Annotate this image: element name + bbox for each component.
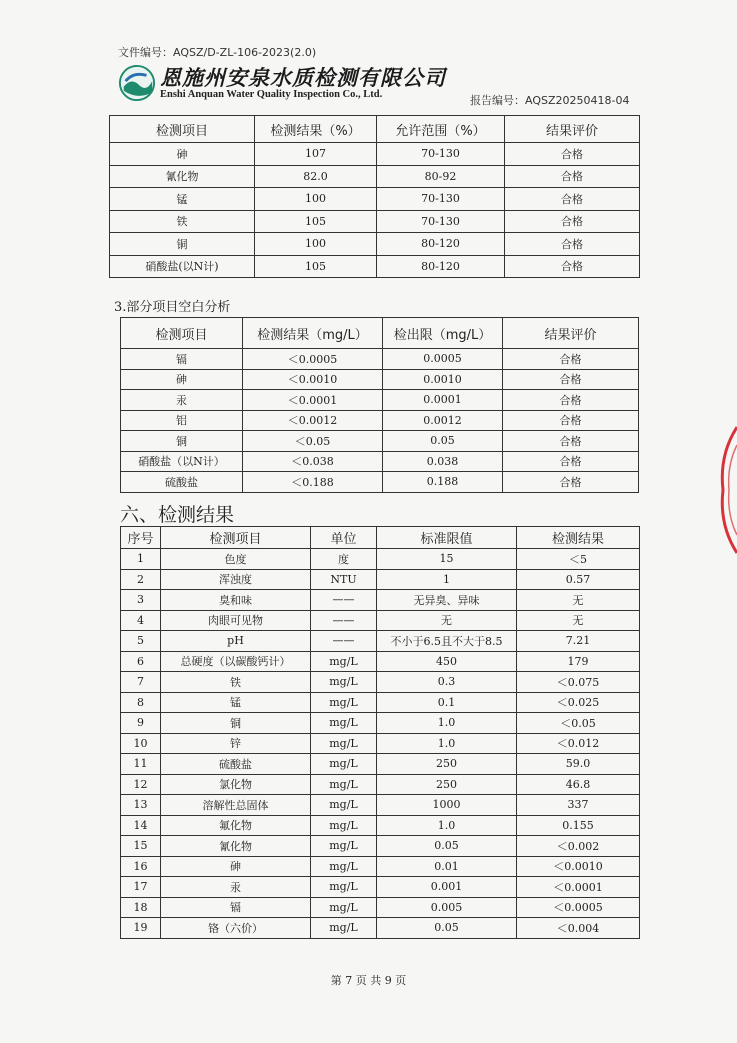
table-header-row [121,527,640,549]
table-cell: 镉 [161,897,311,918]
table-cell: 铬（六价） [161,918,311,939]
table-cell: 浑浊度 [161,569,311,590]
table-cell: 合格 [503,472,639,493]
table-cell: 250 [377,774,517,795]
page-number: 第 7 页 共 9 页 [330,974,407,987]
table-cell: 9 [121,713,161,734]
table-cell: 0.57 [517,569,640,590]
table-cell: 10 [121,733,161,754]
column-header: 检测项目 [121,318,243,349]
table-cell: mg/L [311,754,377,775]
table-cell: ＜0.012 [517,733,640,754]
table-cell: 氯化物 [161,774,311,795]
table-cell: 不小于6.5且不大于8.5 [377,631,517,652]
table-cell: 7.21 [517,631,640,652]
table-cell: 砷 [110,143,255,166]
table-cell: 0.155 [517,815,640,836]
table-cell: 合格 [503,410,639,431]
table-row [110,255,640,278]
column-header: 检测项目 [161,527,311,549]
table-cell: 0.05 [377,918,517,939]
table-row [121,918,640,939]
table-cell: 105 [255,255,377,278]
table-cell: ＜0.0005 [517,897,640,918]
table-cell: ＜0.0001 [243,390,383,411]
table-cell: 15 [121,836,161,857]
table-cell: 硝酸盐（以N计） [121,451,243,472]
table-cell: 锰 [161,692,311,713]
table-cell: NTU [311,569,377,590]
table-cell: 70-130 [377,210,505,233]
column-header: 单位 [311,527,377,549]
table-cell: 17 [121,877,161,898]
column-header: 检出限（mg/L） [383,318,503,349]
table-cell: 无 [517,610,640,631]
column-header: 检测项目 [110,116,255,143]
column-header: 序号 [121,527,161,549]
table-cell: 80-92 [377,165,505,188]
table-cell: 70-130 [377,143,505,166]
table-cell: 镉 [121,349,243,370]
table-cell: 0.038 [383,451,503,472]
table-cell: 80-120 [377,255,505,278]
table-cell: 13 [121,795,161,816]
section-title-blank-analysis: 3.部分项目空白分析 [114,300,231,315]
table-cell: 0.1 [377,692,517,713]
table-cell: mg/L [311,672,377,693]
table-row [110,165,640,188]
table-cell: mg/L [311,692,377,713]
table-cell: 107 [255,143,377,166]
blank-analysis-table [120,317,639,493]
table-cell: ＜0.05 [243,431,383,452]
table-row [121,815,640,836]
table-cell: 100 [255,188,377,211]
table-row [121,692,640,713]
table-cell: ＜0.075 [517,672,640,693]
table-cell: mg/L [311,774,377,795]
table-cell: 179 [517,651,640,672]
table-cell: 0.001 [377,877,517,898]
table-cell: 色度 [161,549,311,570]
table-cell: 8 [121,692,161,713]
table-cell: 80-120 [377,233,505,256]
file-number: 文件编号：AQSZ/D-ZL-106-2023(2.0) [118,46,317,59]
table-cell: —— [311,610,377,631]
table-cell: 1.0 [377,733,517,754]
table-cell: ＜0.038 [243,451,383,472]
table-cell: 硫酸盐 [161,754,311,775]
table-cell: 合格 [503,349,639,370]
table-row [121,390,639,411]
table-cell: 氰化物 [110,165,255,188]
table-cell: 无 [517,590,640,611]
table-header-row [121,318,639,349]
table-row [121,651,640,672]
table-cell: 0.05 [383,431,503,452]
table-row [121,369,639,390]
table-cell: 无异臭、异味 [377,590,517,611]
table-cell: ＜0.0010 [517,856,640,877]
table-cell: mg/L [311,897,377,918]
table-cell: 3 [121,590,161,611]
table-cell: 14 [121,815,161,836]
table-cell: 合格 [503,431,639,452]
table-cell: 0.0005 [383,349,503,370]
table-row [121,795,640,816]
table-cell: 度 [311,549,377,570]
table-cell: 锌 [161,733,311,754]
column-header: 检测结果（%） [255,116,377,143]
table-cell: —— [311,631,377,652]
table-row [121,836,640,857]
table-cell: ＜0.0005 [243,349,383,370]
table-cell: 12 [121,774,161,795]
table-row [110,143,640,166]
table-cell: mg/L [311,795,377,816]
table-cell: 105 [255,210,377,233]
table-cell: 18 [121,897,161,918]
table-cell: ＜0.004 [517,918,640,939]
table-cell: 0.05 [377,836,517,857]
table-cell: mg/L [311,733,377,754]
table-row [121,754,640,775]
table-cell: 5 [121,631,161,652]
table-cell: 合格 [503,390,639,411]
table-cell: 337 [517,795,640,816]
table-cell: 0.0012 [383,410,503,431]
table-cell: ＜0.188 [243,472,383,493]
table-cell: 硫酸盐 [121,472,243,493]
table-cell: 46.8 [517,774,640,795]
table-cell: 无 [377,610,517,631]
table-cell: 70-130 [377,188,505,211]
table-cell: 合格 [505,255,640,278]
table-row [110,210,640,233]
table-cell: ＜0.0010 [243,369,383,390]
table-cell: ＜0.0001 [517,877,640,898]
table-cell: —— [311,590,377,611]
seal-stamp-icon [717,425,737,555]
table-cell: 总硬度（以碳酸钙计） [161,651,311,672]
company-name-cn: 恩施州安泉水质检测有限公司 [160,65,446,90]
table-cell: 汞 [161,877,311,898]
table-row [121,549,640,570]
table-row [121,472,639,493]
column-header: 允许范围（%） [377,116,505,143]
table-cell: 臭和味 [161,590,311,611]
table-cell: 16 [121,856,161,877]
table-header-row [110,116,640,143]
table-row [121,713,640,734]
table-row [121,733,640,754]
table-cell: ＜0.0012 [243,410,383,431]
table-cell: mg/L [311,856,377,877]
table-cell: 6 [121,651,161,672]
column-header: 结果评价 [503,318,639,349]
results-table [120,526,640,939]
table-cell: 4 [121,610,161,631]
table-cell: 合格 [505,165,640,188]
table-cell: ＜0.002 [517,836,640,857]
table-cell: 合格 [505,188,640,211]
table-cell: 1 [121,549,161,570]
table-cell: 100 [255,233,377,256]
table-cell: mg/L [311,815,377,836]
company-logo-icon [118,64,156,102]
table-cell: 氟化物 [161,815,311,836]
table-cell: 7 [121,672,161,693]
table-cell: 铝 [121,410,243,431]
table-row [121,569,640,590]
table-cell: 1000 [377,795,517,816]
table-cell: 1.0 [377,713,517,734]
table-row [121,672,640,693]
table-cell: 59.0 [517,754,640,775]
table-cell: 1 [377,569,517,590]
column-header: 检测结果（mg/L） [243,318,383,349]
report-number: 报告编号：AQSZ20250418-04 [470,94,630,107]
table-cell: 合格 [503,369,639,390]
table-cell: 砷 [121,369,243,390]
company-name-en: Enshi Anquan Water Quality Inspection Co., Ltd. [160,89,383,100]
table-cell: mg/L [311,918,377,939]
table-cell: 19 [121,918,161,939]
table-cell: 氰化物 [161,836,311,857]
table-cell: 0.0010 [383,369,503,390]
table-cell: 1.0 [377,815,517,836]
column-header: 检测结果 [517,527,640,549]
table-cell: ＜5 [517,549,640,570]
table-cell: 0.005 [377,897,517,918]
table-cell: 0.188 [383,472,503,493]
table-cell: 砷 [161,856,311,877]
table-row [121,774,640,795]
table-cell: 合格 [505,210,640,233]
table-cell: 合格 [503,451,639,472]
table-cell: 合格 [505,233,640,256]
table-row [121,451,639,472]
table-row [121,431,639,452]
table-cell: 2 [121,569,161,590]
table-cell: 11 [121,754,161,775]
table-row [121,877,640,898]
table-cell: mg/L [311,651,377,672]
table-cell: 合格 [505,143,640,166]
table-cell: 0.0001 [383,390,503,411]
table-row [121,856,640,877]
recovery-table [109,115,640,278]
column-header: 标准限值 [377,527,517,549]
table-cell: 肉眼可见物 [161,610,311,631]
table-row [121,897,640,918]
table-cell: 硝酸盐(以N计) [110,255,255,278]
table-cell: 450 [377,651,517,672]
table-row [110,188,640,211]
table-cell: 锰 [110,188,255,211]
column-header: 结果评价 [505,116,640,143]
section-title-results: 六、检测结果 [120,504,235,526]
table-row [121,349,639,370]
table-row [110,233,640,256]
table-cell: mg/L [311,836,377,857]
table-cell: ＜0.05 [517,713,640,734]
table-cell: ＜0.025 [517,692,640,713]
table-cell: 0.01 [377,856,517,877]
table-cell: pH [161,631,311,652]
table-cell: 汞 [121,390,243,411]
table-cell: 铜 [161,713,311,734]
table-cell: 铜 [121,431,243,452]
table-cell: 15 [377,549,517,570]
table-cell: 250 [377,754,517,775]
table-cell: 0.3 [377,672,517,693]
table-cell: 铁 [161,672,311,693]
table-cell: 铁 [110,210,255,233]
table-cell: mg/L [311,877,377,898]
table-row [121,410,639,431]
table-cell: mg/L [311,713,377,734]
table-cell: 溶解性总固体 [161,795,311,816]
table-cell: 82.0 [255,165,377,188]
table-cell: 铜 [110,233,255,256]
table-row [121,610,640,631]
table-row [121,631,640,652]
table-row [121,590,640,611]
